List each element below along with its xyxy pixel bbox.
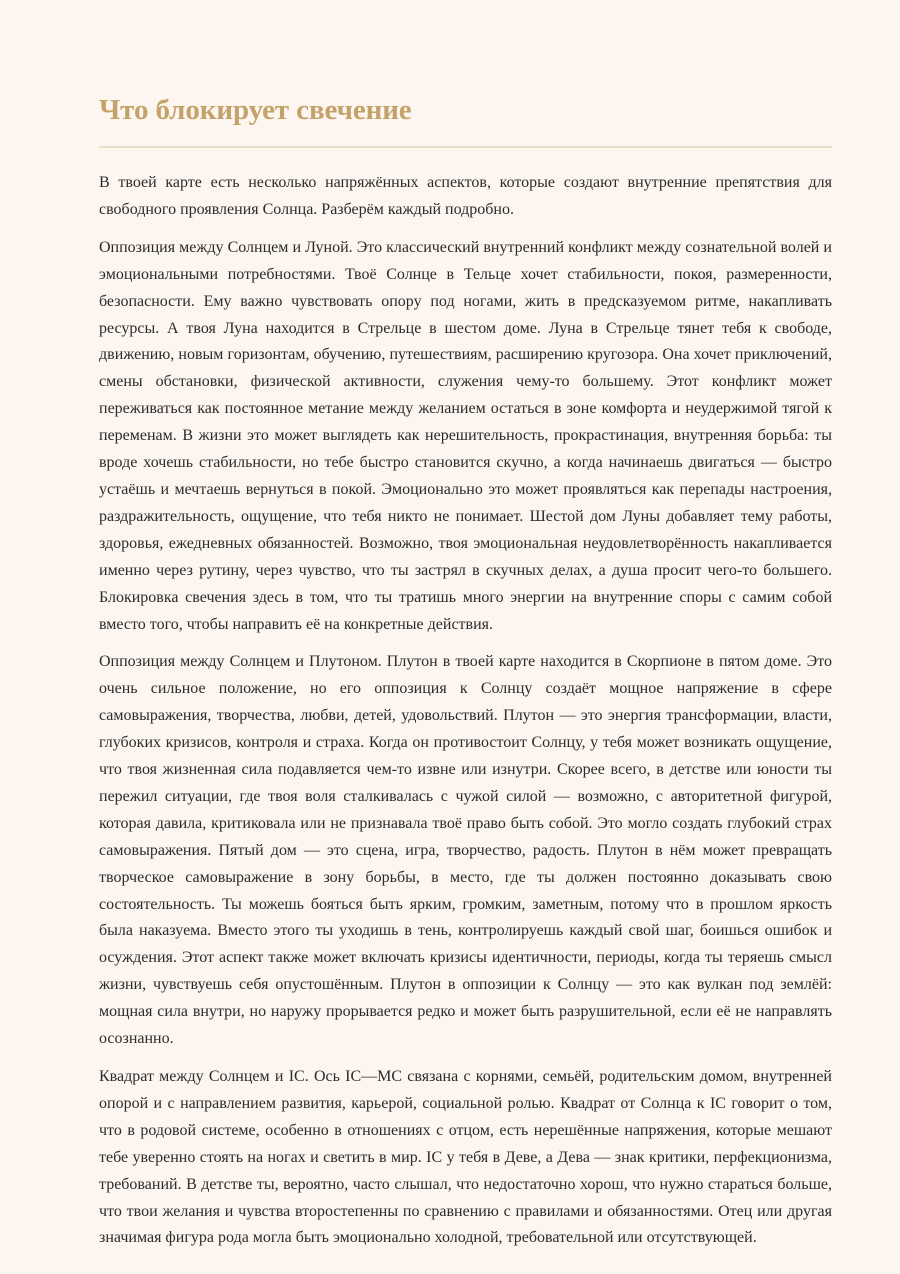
intro-paragraph: В твоей карте есть несколько напряжённых аспектов, которые создают внутренние препятствия для свободного проявления Солнца. Разберём каждый подробно. xyxy=(99,174,832,218)
section-title: Что блокирует свечение xyxy=(99,94,412,126)
sun-pluto-opposition-paragraph: Оппозиция между Солнцем и Плутоном. Плутон в твоей карте находится в Скорпионе в пятом доме. Это очень сильное положение, но его оппозиция к Солнцу создаёт мощное напряжение в сфере самовыражения, творчества, любви, детей, удовольствий. Плутон — это энергия трансформации, власти, глубоких кризисов, контроля и страха. Когда он противостоит Солнцу, у тебя может возникать ощущение, что твоя жизненная сила подавляется чем-то извне или изнутри. Скорее всего, в детстве или юности ты пережил ситуации, где твоя воля сталкивалась с чужой силой — возможно, с авторитетной фигурой, которая давила, критиковала или не признавала твоё право быть собой. Это могло создать глубокий страх самовыражения. Пятый дом — это сцена, игра, творчество, радость. Плутон в нём может превращать творческое самовыражение в зону борьбы, в место, где ты должен постоянно доказывать свою состоятельность. Ты можешь бояться быть ярким, громким, заметным, потому что в прошлом яркость была наказуема. Вместо этого ты уходишь в тень, контролируешь каждый свой шаг, боишься ошибок и осуждения. Этот аспект также может включать кризисы идентичности, периоды, когда ты теряешь смысл жизни, чувствуешь себя опустошённым. Плутон в оппозиции к Солнцу — это как вулкан под землёй: мощная сила внутри, но наружу прорывается редко и может быть разрушительной, если её не направлять осознанно. xyxy=(99,653,832,1048)
title-divider xyxy=(99,146,832,148)
sun-moon-opposition-paragraph: Оппозиция между Солнцем и Луной. Это классический внутренний конфликт между сознательной волей и эмоциональными потребностями. Твоё Солнце в Тельце хочет стабильности, покоя, размеренности, безопасности. Ему важно чувствовать опору под ногами, жить в предсказуемом ритме, накапливать ресурсы. А твоя Луна находится в Стрельце в шестом доме. Луна в Стрельце тянет тебя к свободе, движению, новым горизонтам, обучению, путешествиям, расширению кругозора. Она хочет приключений, смены обстановки, физической активности, служения чему-то большему. Этот конфликт может переживаться как постоянное метание между желанием остаться в зоне комфорта и неудержимой тягой к переменам. В жизни это может выглядеть как нерешительность, прокрастинация, внутренняя борьба: ты вроде хочешь стабильности, но тебе быстро становится скучно, а когда начинаешь двигаться — быстро устаёшь и мечтаешь вернуться в покой. Эмоционально это может проявляться как перепады настроения, раздражительность, ощущение, что тебя никто не понимает. Шестой дом Луны добавляет тему работы, здоровья, ежедневных обязанностей. Возможно, твоя эмоциональная неудовлетворённость накапливается именно через рутину, через чувство, что ты застрял в скучных делах, а душа просит чего-то большего. Блокировка свечения здесь в том, что ты тратишь много энергии на внутренние споры с самим собой вместо того, чтобы направить её на конкретные действия. xyxy=(99,238,832,633)
sun-ic-square-paragraph: Квадрат между Солнцем и IC. Ось IC—MC связана с корнями, семьёй, родительским домом, внутренней опорой и с направлением развития, карьерой, социальной ролью. Квадрат от Солнца к IC говорит о том, что в родовой системе, особенно в отношениях с отцом, есть нерешённые напряжения, которые мешают тебе уверенно стоять на ногах и светить в мир. IC у тебя в Деве, а Дева — знак критики, перфекционизма, требований. В детстве ты, вероятно, часто слышал, что недостаточно хорош, что нужно стараться больше, что твои желания и чувства второстепенны по сравнению с правилами и обязанностями. Отец или другая значимая фигура рода могла быть эмоционально холодной, требовательной или отсутствующей. xyxy=(99,1068,832,1247)
